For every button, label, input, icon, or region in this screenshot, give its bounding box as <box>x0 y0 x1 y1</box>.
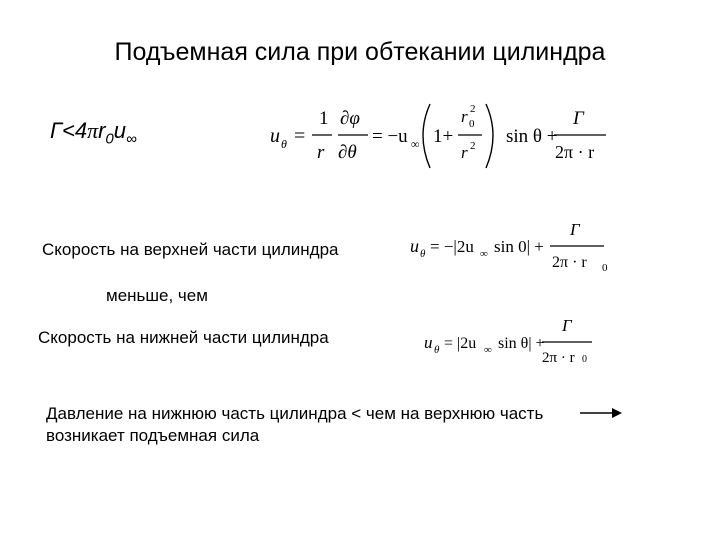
lower-gamma: Г <box>562 318 572 335</box>
formula-neg-u: = −u <box>372 126 408 147</box>
upper-sin: sin 0| + <box>494 237 544 256</box>
pi-symbol: π <box>87 118 99 143</box>
less-than-four: <4 <box>61 118 88 143</box>
upper-denominator-subscript: 0 <box>602 262 608 274</box>
lower-velocity-label: Скорость на нижней части цилиндра <box>38 328 329 347</box>
radius-symbol: r <box>98 118 106 143</box>
formula-r0: r <box>461 107 468 126</box>
formula-dtheta: ∂θ <box>338 142 357 163</box>
less-than-label: меньше, чем <box>106 286 208 305</box>
formula-u-subscript: ∞ <box>411 137 420 151</box>
formula-one: 1 <box>319 108 329 129</box>
velocity-symbol: u <box>113 118 127 143</box>
upper-lhs-subscript: θ <box>420 248 426 260</box>
formula-r0-square: 2 <box>470 103 476 115</box>
formula-r-den-square: 2 <box>470 140 476 152</box>
gamma-symbol: Г <box>50 118 62 143</box>
upper-velocity-formula <box>408 220 618 276</box>
formula-lhs-subscript: θ <box>281 137 287 151</box>
arrow-right-icon <box>578 404 624 422</box>
formula-gamma: Г <box>573 108 584 129</box>
lower-lhs: u <box>424 333 433 352</box>
lower-velocity-formula <box>422 318 622 374</box>
upper-denominator: 2π · r <box>552 254 587 271</box>
left-paren <box>423 104 430 168</box>
slide-title: Подъемная сила при обтекании цилиндра <box>114 38 606 66</box>
right-paren <box>486 104 493 168</box>
formula-sin: sin θ + <box>506 126 558 147</box>
formula-r: r <box>317 142 325 163</box>
lower-lhs-subscript: θ <box>434 344 440 356</box>
upper-body: = −|2u <box>430 237 474 256</box>
formula-r-den: r <box>461 143 468 162</box>
upper-gamma: Г <box>570 220 580 239</box>
circulation-condition <box>50 118 137 147</box>
lower-denominator: 2π · r <box>542 350 575 366</box>
formula-r0-subscript: 0 <box>469 118 475 130</box>
formula-dphi: ∂φ <box>340 108 360 129</box>
lower-body: = |2u <box>444 335 477 352</box>
upper-u-subscript: ∞ <box>480 248 488 260</box>
lower-denominator-subscript: 0 <box>582 354 587 365</box>
radius-subscript: 0 <box>105 130 114 148</box>
upper-velocity-label: Скорость на верхней части цилиндра <box>42 240 339 259</box>
formula-one-plus: 1+ <box>433 126 454 147</box>
lower-sin: sin θ| + <box>498 335 545 352</box>
formula-equals: = <box>294 125 306 147</box>
velocity-subscript: ∞ <box>126 130 137 148</box>
formula-lhs: u <box>270 125 280 147</box>
upper-lhs: u <box>410 236 419 256</box>
conclusion-line-1: Давление на нижнюю часть цилиндра < чем на верхнюю часть <box>46 404 544 423</box>
lower-u-subscript: ∞ <box>484 344 492 356</box>
conclusion-line-2: возникает подъемная сила <box>46 426 260 445</box>
formula-denominator: 2π · r <box>555 142 595 162</box>
main-velocity-formula <box>268 98 613 174</box>
